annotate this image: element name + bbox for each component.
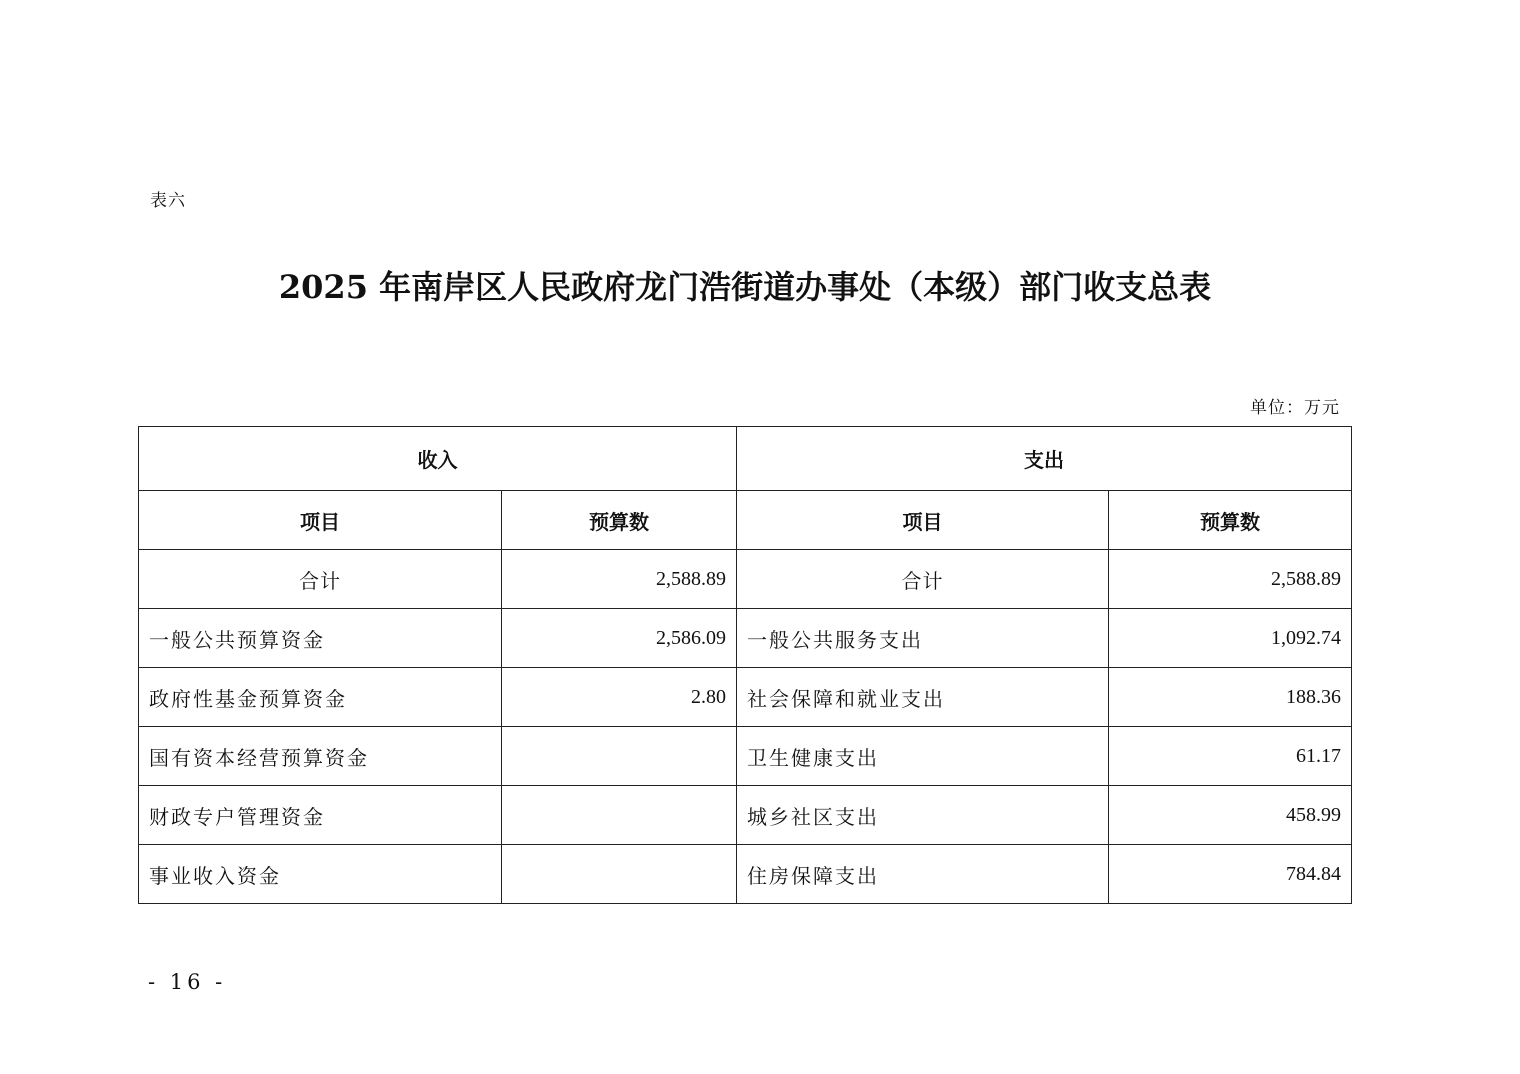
expense-value-cell: 188.36 — [1109, 668, 1352, 727]
unit-label: 单位：万元 — [1250, 398, 1340, 418]
table-column-header-row — [139, 491, 1352, 550]
table-row — [139, 668, 1352, 727]
income-value-cell — [502, 786, 737, 845]
expense-item-column-header: 项目 — [737, 491, 1109, 550]
expense-value-cell: 784.84 — [1109, 845, 1352, 904]
income-item-cell: 财政专户管理资金 — [139, 786, 502, 845]
income-item-column-header: 项目 — [139, 491, 502, 550]
expense-budget-column-header: 预算数 — [1109, 491, 1352, 550]
expense-header: 支出 — [737, 427, 1352, 491]
income-value-cell — [502, 727, 737, 786]
expense-value-cell: 458.99 — [1109, 786, 1352, 845]
expense-item-cell: 社会保障和就业支出 — [737, 668, 1109, 727]
income-item-cell: 国有资本经营预算资金 — [139, 727, 502, 786]
expense-item-cell: 一般公共服务支出 — [737, 609, 1109, 668]
table-row — [139, 845, 1352, 904]
expense-item-cell: 住房保障支出 — [737, 845, 1109, 904]
table-row-total — [139, 550, 1352, 609]
income-header: 收入 — [139, 427, 737, 491]
expense-value-cell: 1,092.74 — [1109, 609, 1352, 668]
expense-item-cell: 卫生健康支出 — [737, 727, 1109, 786]
income-budget-column-header: 预算数 — [502, 491, 737, 550]
expense-value-cell: 2,588.89 — [1109, 550, 1352, 609]
table-row — [139, 609, 1352, 668]
budget-summary-table — [138, 426, 1352, 904]
income-value-cell — [502, 845, 737, 904]
income-item-cell: 政府性基金预算资金 — [139, 668, 502, 727]
page-number: - 16 - — [148, 970, 227, 994]
table-row — [139, 786, 1352, 845]
expense-item-cell: 城乡社区支出 — [737, 786, 1109, 845]
income-item-cell: 合计 — [139, 550, 502, 609]
table-row — [139, 727, 1352, 786]
page-title: 2025 年南岸区人民政府龙门浩街道办事处（本级）部门收支总表 — [278, 268, 1212, 306]
expense-item-cell: 合计 — [737, 550, 1109, 609]
expense-value-cell: 61.17 — [1109, 727, 1352, 786]
table-label: 表六 — [150, 191, 186, 211]
income-item-cell: 事业收入资金 — [139, 845, 502, 904]
table-group-header-row — [139, 427, 1352, 491]
income-item-cell: 一般公共预算资金 — [139, 609, 502, 668]
income-value-cell: 2.80 — [502, 668, 737, 727]
income-value-cell: 2,586.09 — [502, 609, 737, 668]
income-value-cell: 2,588.89 — [502, 550, 737, 609]
